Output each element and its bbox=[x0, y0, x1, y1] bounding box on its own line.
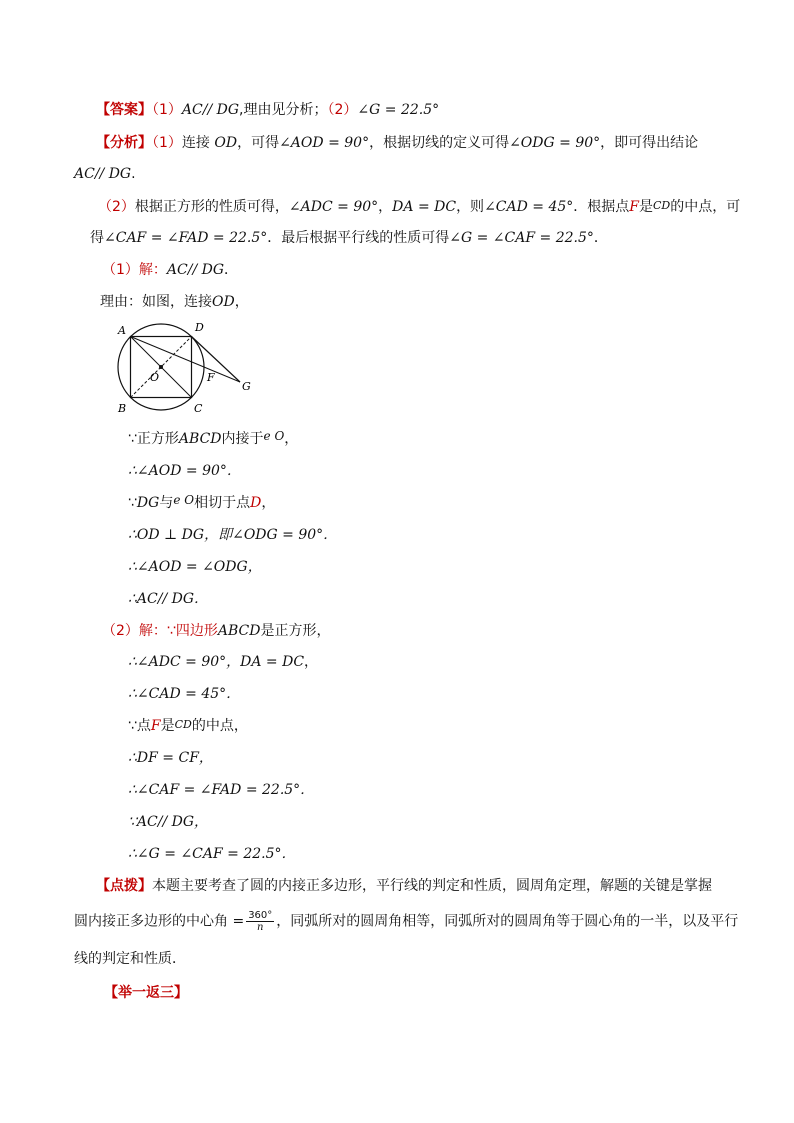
analysis-line-1 bbox=[96, 133, 698, 153]
solution2-step-5: ∴∠CAF = ∠FAD = 22.5°． bbox=[128, 782, 315, 798]
step-text: 是 bbox=[160, 718, 175, 734]
analysis-text: . bbox=[131, 166, 136, 182]
solution2-step-7: ∴∠G = ∠CAF = 22.5°． bbox=[128, 846, 296, 862]
analysis-part2-number: （2） bbox=[98, 199, 135, 215]
tip-line-1 bbox=[96, 876, 712, 896]
solution1-label: 解： bbox=[138, 262, 167, 278]
solution2-step-2: ∴∠CAD = 45°． bbox=[128, 686, 241, 702]
solution2-math-abcd: ABCD bbox=[217, 623, 261, 639]
tangent-dg bbox=[192, 337, 241, 383]
solution1-step-1 bbox=[128, 429, 298, 449]
step-text: 与 bbox=[159, 495, 174, 511]
answer-part1-math: AC// DG bbox=[181, 102, 240, 118]
step-text: 相切于点 bbox=[194, 495, 251, 511]
step-math-dg: DG bbox=[136, 495, 160, 511]
analysis-text: ，则 bbox=[456, 199, 485, 215]
analysis-math-g: ∠G = ∠CAF = 22.5° bbox=[449, 230, 594, 246]
answer-part2-math: ∠G = 22.5° bbox=[357, 102, 440, 118]
analysis-text: ，可得 bbox=[237, 135, 280, 151]
practice-heading: 【举一返三】 bbox=[104, 985, 188, 1001]
analysis-text: ， bbox=[378, 199, 393, 215]
step-math-f: F bbox=[150, 718, 161, 734]
fraction-numerator: 360° bbox=[248, 910, 273, 921]
reason-math-od: OD bbox=[212, 294, 235, 310]
analysis-math-cad: ∠CAD = 45° bbox=[484, 199, 574, 215]
solution1-step-6: ∴AC// DG． bbox=[128, 591, 209, 607]
analysis-math-arc-cd: CD bbox=[653, 199, 671, 212]
analysis-math-aod: ∠AOD = 90° bbox=[279, 135, 370, 151]
label-o: O bbox=[150, 371, 160, 384]
solution1-text: ． bbox=[224, 262, 239, 278]
tip-text: 圆内接正多边形的中心角 = bbox=[74, 913, 245, 930]
analysis-text: 得 bbox=[90, 230, 104, 246]
step-text: 内接于 bbox=[221, 431, 264, 447]
label-b: B bbox=[118, 402, 127, 415]
step-text: ∵ bbox=[128, 495, 137, 511]
label-f: F bbox=[207, 371, 215, 384]
analysis-text: 是 bbox=[639, 199, 654, 215]
analysis-text: ，即可得出结论 bbox=[600, 135, 699, 151]
fraction-denominator: n bbox=[257, 922, 264, 933]
geometry-figure bbox=[112, 318, 260, 418]
answer-part2-number: （2） bbox=[327, 102, 358, 118]
label-g: G bbox=[242, 380, 251, 393]
answer-line bbox=[96, 100, 439, 120]
tip-text: ，同弧所对的圆周角相等，同弧所对的圆周角等于圆心角的一半，以及平行 bbox=[276, 913, 739, 930]
analysis-text: ．最后根据平行线的性质可得 bbox=[267, 230, 450, 246]
solution2-heading bbox=[102, 621, 330, 641]
step-math: DA = DC bbox=[240, 654, 305, 670]
step-text: ∵正方形 bbox=[128, 431, 179, 447]
answer-part1-text: ,理由见分析； bbox=[239, 102, 328, 118]
analysis-text: ，根据切线的定义可得 bbox=[369, 135, 510, 151]
step-text: ， bbox=[284, 431, 299, 447]
solution2-label: 解：∵四边形 bbox=[138, 623, 218, 639]
fraction-360-over-n bbox=[246, 910, 274, 933]
solution1-reason bbox=[100, 292, 249, 312]
analysis-line-4 bbox=[90, 228, 608, 248]
solution2-number: （2） bbox=[102, 623, 139, 639]
center-point-o bbox=[159, 365, 163, 369]
solution1-step-5: ∴∠AOD = ∠ODG， bbox=[128, 559, 262, 575]
solution2-step-3 bbox=[128, 716, 248, 737]
analysis-math-caf: ∠CAF = ∠FAD = 22.5° bbox=[104, 230, 268, 246]
label-c: C bbox=[194, 402, 203, 415]
analysis-math-dadc: DA = DC bbox=[392, 199, 457, 215]
analysis-line-2 bbox=[74, 164, 136, 184]
analysis-math-conclusion: AC// DG bbox=[74, 166, 132, 182]
analysis-tag: 【分析】 bbox=[96, 135, 152, 151]
tip-tag: 【点拨】 bbox=[96, 878, 152, 894]
solution1-math: AC// DG bbox=[166, 262, 225, 278]
label-a: A bbox=[118, 324, 126, 337]
analysis-line-3 bbox=[98, 197, 740, 218]
answer-part1-number: （1） bbox=[152, 102, 182, 118]
step-text: 的中点， bbox=[191, 718, 248, 734]
analysis-text: 根据正方形的性质可得， bbox=[134, 199, 289, 215]
analysis-text: 连接 bbox=[181, 135, 210, 151]
solution2-text: 是正方形， bbox=[260, 623, 331, 639]
solution1-number: （1） bbox=[102, 262, 139, 278]
solution1-step-3 bbox=[128, 493, 275, 513]
tip-line-3: 线的判定和性质． bbox=[74, 951, 186, 967]
solution2-step-6: ∵AC// DG， bbox=[128, 814, 209, 830]
step-text: ∵点 bbox=[128, 718, 151, 734]
step-text: ， bbox=[304, 654, 319, 670]
tip-text: 本题主要考查了圆的内接正多边形，平行线的判定和性质，圆周角定理，解题的关键是掌握 bbox=[152, 878, 712, 894]
step-text: ， bbox=[261, 495, 276, 511]
solution1-step-2: ∴∠AOD = 90°． bbox=[128, 463, 241, 479]
analysis-math-f: F bbox=[629, 199, 640, 215]
solution2-step-1 bbox=[128, 652, 318, 672]
step-math-abcd: ABCD bbox=[178, 431, 222, 447]
step-math: ∴∠ADC = 90°， bbox=[128, 654, 241, 670]
label-d: D bbox=[195, 321, 204, 334]
step-math-arc-cd: CD bbox=[174, 718, 192, 731]
step-math-circle-o: e O bbox=[173, 493, 195, 507]
analysis-text: ． bbox=[593, 230, 608, 246]
solution1-step-4: ∴OD ⊥ DG，即∠ODG = 90°． bbox=[128, 527, 338, 543]
analysis-text: ．根据点 bbox=[573, 199, 630, 215]
step-math-circle-o: e O bbox=[263, 429, 285, 443]
solution2-step-4: ∴DF = CF， bbox=[128, 750, 213, 766]
analysis-math-adc: ∠ADC = 90° bbox=[288, 199, 379, 215]
analysis-text: 的中点，可 bbox=[670, 199, 741, 215]
tip-line-2 bbox=[74, 910, 738, 933]
answer-tag: 【答案】 bbox=[96, 102, 152, 118]
solution1-heading bbox=[102, 260, 238, 280]
analysis-math-odg: ∠ODG = 90° bbox=[509, 135, 601, 151]
step-math-d: D bbox=[250, 495, 262, 511]
analysis-math-od: OD bbox=[214, 135, 238, 151]
analysis-part1-number: （1） bbox=[152, 135, 182, 151]
reason-text: 理由：如图，连接 bbox=[100, 294, 212, 310]
reason-text: ， bbox=[234, 294, 249, 310]
